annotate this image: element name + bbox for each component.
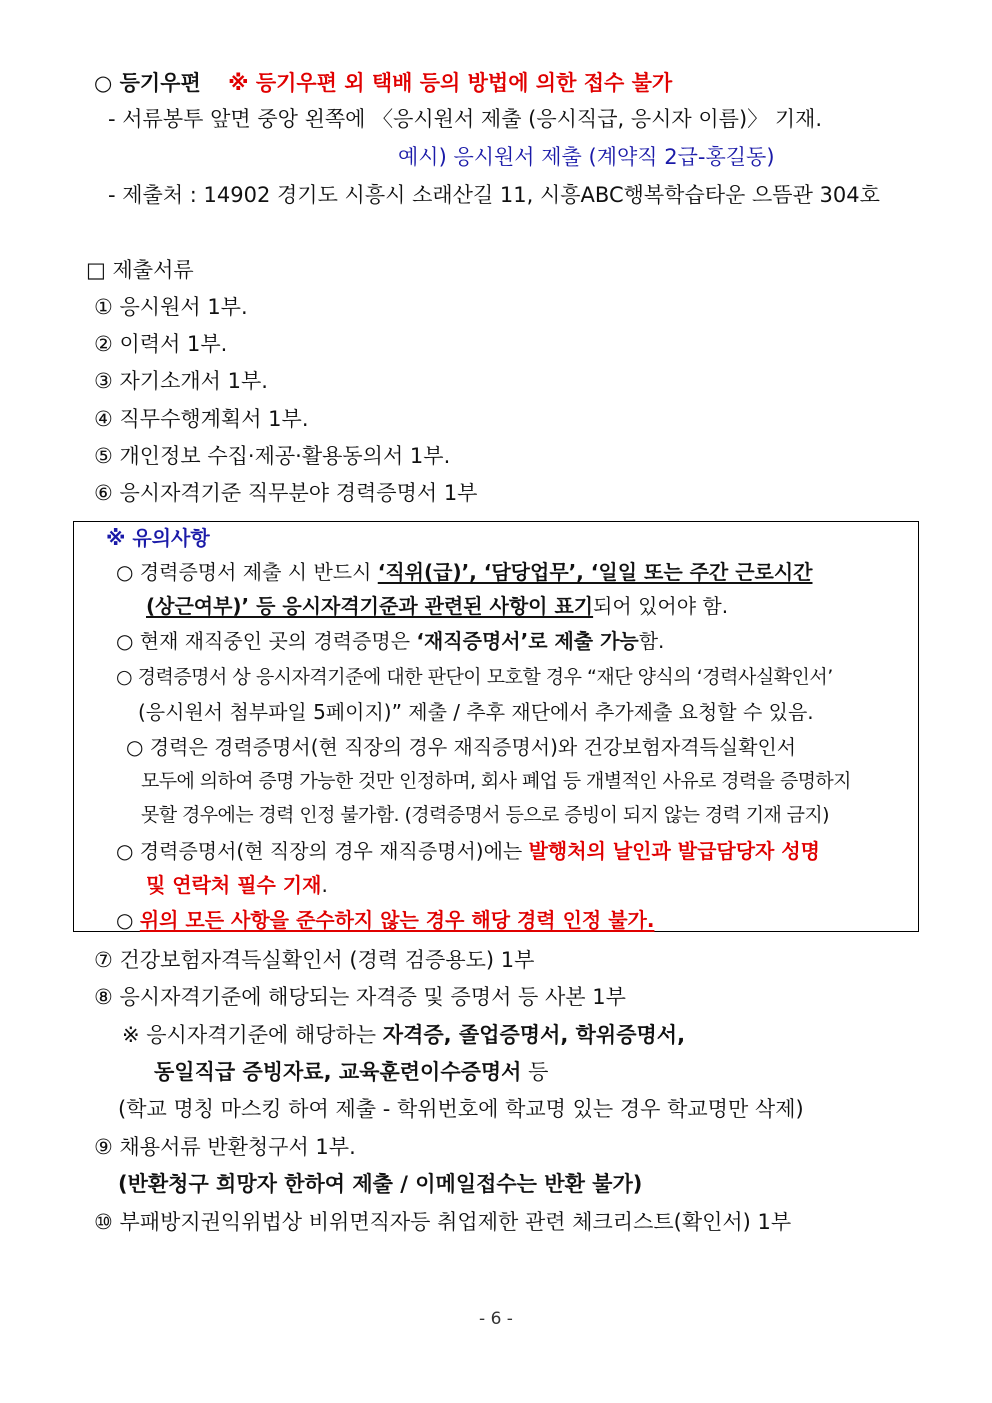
envelope-example: 예시) 응시원서 제출 (계약직 2급-홍길동): [398, 145, 775, 169]
notice-item-3-line-2: (응시원서 첨부파일 5페이지)” 제출 / 추후 재단에서 추가제출 요청할 수 있음.: [138, 700, 814, 724]
note-emphasis: 동일직급 증빙자료, 교육훈련이수증명서: [154, 1060, 522, 1084]
notice-emphasis: ‘직위(급)’, ‘담당업무’, ‘일일 또는 주간 근로시간: [377, 560, 813, 584]
notice-emphasis: 발행처의 날인과 발급담당자 성명: [528, 839, 820, 863]
document-item-1: ① 응시원서 1부.: [94, 295, 248, 319]
mail-title-text: ○ 등기우편: [94, 71, 201, 95]
mail-warning: ※ 등기우편 외 택배 등의 방법에 의한 접수 불가: [228, 71, 673, 95]
document-item-3: ③ 자기소개서 1부.: [94, 369, 268, 393]
notice-emphasis: ‘재직증명서’로 제출 가능: [416, 629, 639, 653]
document-item-7: ⑦ 건강보험자격득실확인서 (경력 검증용도) 1부: [94, 948, 535, 972]
document-item-5: ⑤ 개인정보 수집·제공·활용동의서 1부.: [94, 444, 451, 468]
document-item-10: ⑩ 부패방지권익위법상 비위면직자등 취업제한 관련 체크리스트(확인서) 1부: [94, 1210, 792, 1234]
notice-item-1-line-1: [116, 557, 813, 587]
notice-text: ○ 현재 재직중인 곳의 경력증명은: [116, 629, 417, 653]
item-8-note-line-1: [122, 1020, 685, 1050]
notice-emphasis: 및 연락처 필수 기재: [146, 873, 322, 897]
documents-heading: □ 제출서류: [86, 258, 194, 282]
notice-text: 함.: [638, 629, 665, 653]
note-text: 등: [521, 1060, 549, 1084]
notice-item-4-line-2: 모두에 의하여 증명 가능한 것만 인정하며, 회사 폐업 등 개별적인 사유로 경력을 증명하지: [141, 770, 851, 792]
notice-item-5-line-2: [146, 870, 328, 900]
notice-item-6: [116, 905, 654, 935]
notice-text: .: [321, 873, 328, 897]
document-item-2: ② 이력서 1부.: [94, 332, 228, 356]
item-8-note-line-3: (학교 명칭 마스킹 하여 제출 - 학위번호에 학교명 있는 경우 학교명만 삭제): [118, 1097, 804, 1121]
document-item-4: ④ 직무수행계획서 1부.: [94, 407, 309, 431]
notice-emphasis: (상근여부)’ 등 응시자격기준과 관련된 사항이 표기: [146, 594, 594, 618]
mail-title: [94, 68, 672, 98]
notice-item-5-line-1: [116, 836, 820, 866]
note-text: ※ 응시자격기준에 해당하는: [122, 1023, 383, 1047]
notice-text: 되어 있어야 함.: [593, 594, 729, 618]
document-item-9: ⑨ 채용서류 반환청구서 1부.: [94, 1135, 356, 1159]
document-item-8: ⑧ 응시자격기준에 해당되는 자격증 및 증명서 등 사본 1부: [94, 985, 626, 1009]
submission-address: - 제출처 : 14902 경기도 시흥시 소래산길 11, 시흥ABC행복학습타운 으뜸관 304호: [108, 183, 880, 207]
notice-item-1-line-2: [146, 591, 728, 621]
notice-emphasis: 위의 모든 사항을 준수하지 않는 경우 해당 경력 인정 불가.: [139, 908, 655, 932]
note-emphasis: 자격증, 졸업증명서, 학위증명서,: [382, 1023, 686, 1047]
notice-item-4-line-1: ○ 경력은 경력증명서(현 직장의 경우 재직증명서)와 건강보험자격득실확인서: [126, 735, 797, 759]
notice-item-4-line-3: 못할 경우에는 경력 인정 불가함. (경력증명서 등으로 증빙이 되지 않는 경력 기재 금지): [141, 804, 829, 826]
item-9-note: (반환청구 희망자 한하여 제출 / 이메일접수는 반환 불가): [118, 1172, 643, 1196]
notice-text: ○ 경력증명서 제출 시 반드시: [116, 560, 378, 584]
notice-item-3-line-1: ○ 경력증명서 상 응시자격기준에 대한 판단이 모호할 경우 “재단 양식의 ‘경력사실확인서’: [116, 666, 833, 688]
item-8-note-line-2: [154, 1057, 548, 1087]
notice-text: ○: [116, 908, 140, 932]
envelope-instruction: - 서류봉투 앞면 중앙 왼쪽에 〈응시원서 제출 (응시직급, 응시자 이름)〉 기재.: [108, 107, 823, 131]
notice-heading: ※ 유의사항: [106, 526, 210, 550]
document-item-6: ⑥ 응시자격기준 직무분야 경력증명서 1부: [94, 481, 478, 505]
notice-text: ○ 경력증명서(현 직장의 경우 재직증명서)에는: [116, 839, 529, 863]
page-number: - 6 -: [479, 1309, 513, 1329]
notice-item-2: [116, 626, 664, 656]
